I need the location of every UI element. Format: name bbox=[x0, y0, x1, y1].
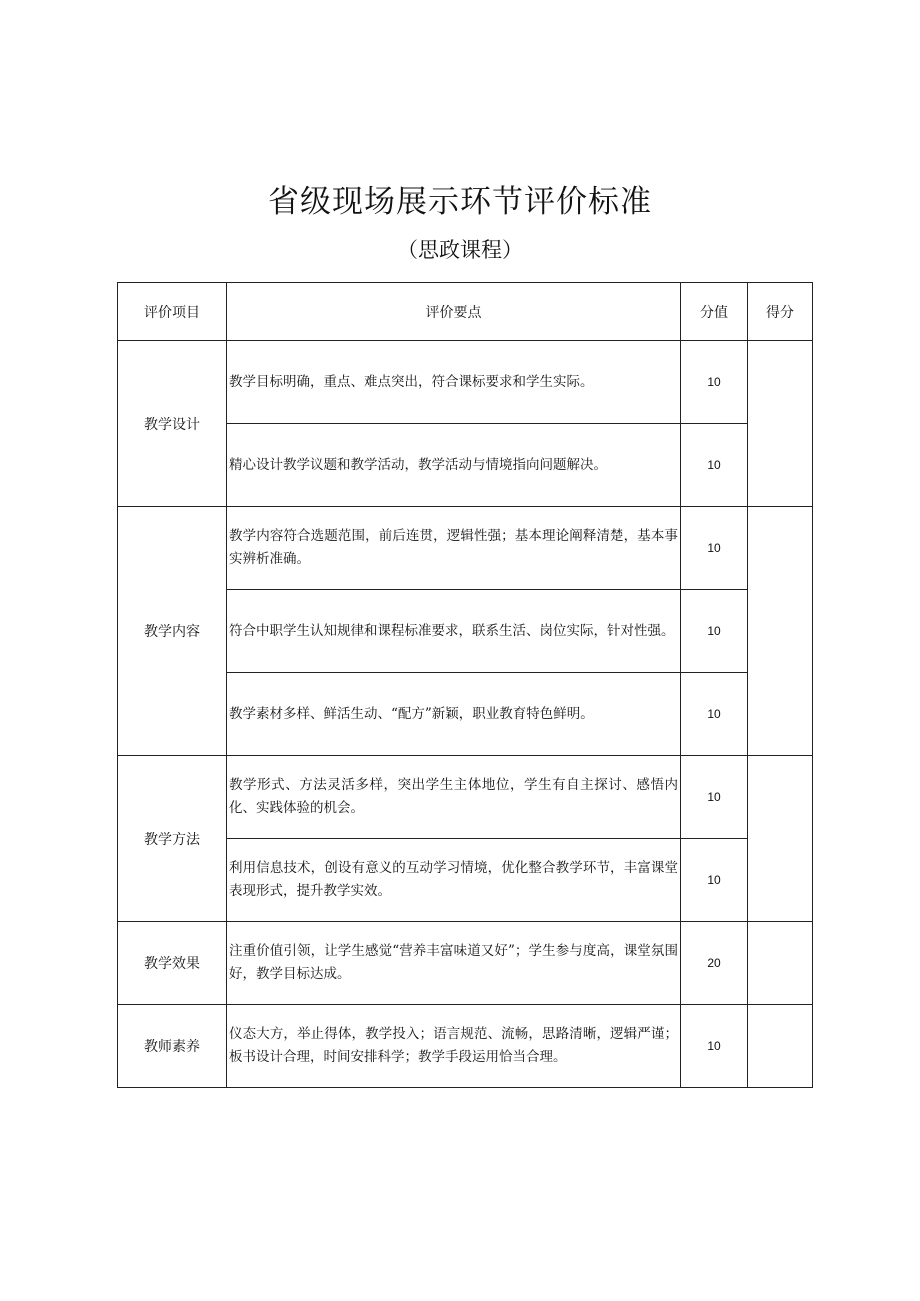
score-cell: 10 bbox=[681, 1005, 748, 1088]
table-row bbox=[118, 756, 813, 839]
score-cell: 10 bbox=[681, 507, 748, 590]
evaluation-table bbox=[117, 282, 813, 1088]
point-cell: 教学素材多样、鲜活生动、“配方”新颖，职业教育特色鲜明。 bbox=[227, 673, 681, 756]
score-cell: 20 bbox=[681, 922, 748, 1005]
header-item: 评价项目 bbox=[118, 283, 227, 341]
point-cell: 精心设计教学议题和教学活动，教学活动与情境指向问题解决。 bbox=[227, 424, 681, 507]
header-score: 分值 bbox=[681, 283, 748, 341]
point-cell: 教学形式、方法灵活多样，突出学生主体地位，学生有自主探讨、感悟内化、实践体验的机会。 bbox=[227, 756, 681, 839]
table-row bbox=[118, 922, 813, 1005]
point-cell: 注重价值引领，让学生感觉“营养丰富味道又好”；学生参与度高，课堂氛围好，教学目标达成。 bbox=[227, 922, 681, 1005]
score-cell: 10 bbox=[681, 341, 748, 424]
got-score-cell[interactable] bbox=[748, 341, 813, 507]
point-cell: 利用信息技术，创设有意义的互动学习情境，优化整合教学环节，丰富课堂表现形式，提升教学实效。 bbox=[227, 839, 681, 922]
item-cell: 教学设计 bbox=[118, 341, 227, 507]
got-score-cell[interactable] bbox=[748, 1005, 813, 1088]
score-cell: 10 bbox=[681, 590, 748, 673]
point-cell: 教学目标明确，重点、难点突出，符合课标要求和学生实际。 bbox=[227, 341, 681, 424]
score-cell: 10 bbox=[681, 424, 748, 507]
point-cell: 教学内容符合选题范围，前后连贯，逻辑性强；基本理论阐释清楚，基本事实辨析准确。 bbox=[227, 507, 681, 590]
score-cell: 10 bbox=[681, 756, 748, 839]
table-row bbox=[118, 341, 813, 424]
table-row bbox=[118, 507, 813, 590]
item-cell: 教师素养 bbox=[118, 1005, 227, 1088]
item-cell: 教学效果 bbox=[118, 922, 227, 1005]
got-score-cell[interactable] bbox=[748, 756, 813, 922]
point-cell: 符合中职学生认知规律和课程标准要求，联系生活、岗位实际，针对性强。 bbox=[227, 590, 681, 673]
document-subtitle: （思政课程） bbox=[397, 238, 523, 262]
got-score-cell[interactable] bbox=[748, 922, 813, 1005]
table-row bbox=[118, 1005, 813, 1088]
item-cell: 教学内容 bbox=[118, 507, 227, 756]
point-cell: 仪态大方，举止得体，教学投入；语言规范、流畅，思路清晰，逻辑严谨；板书设计合理，时间安排科学；教学手段运用恰当合理。 bbox=[227, 1005, 681, 1088]
score-cell: 10 bbox=[681, 673, 748, 756]
score-cell: 10 bbox=[681, 839, 748, 922]
item-cell: 教学方法 bbox=[118, 756, 227, 922]
header-points: 评价要点 bbox=[227, 283, 681, 341]
header-got: 得分 bbox=[748, 283, 813, 341]
document-title: 省级现场展示环节评价标准 bbox=[268, 184, 652, 220]
table-header-row bbox=[118, 283, 813, 341]
got-score-cell[interactable] bbox=[748, 507, 813, 756]
